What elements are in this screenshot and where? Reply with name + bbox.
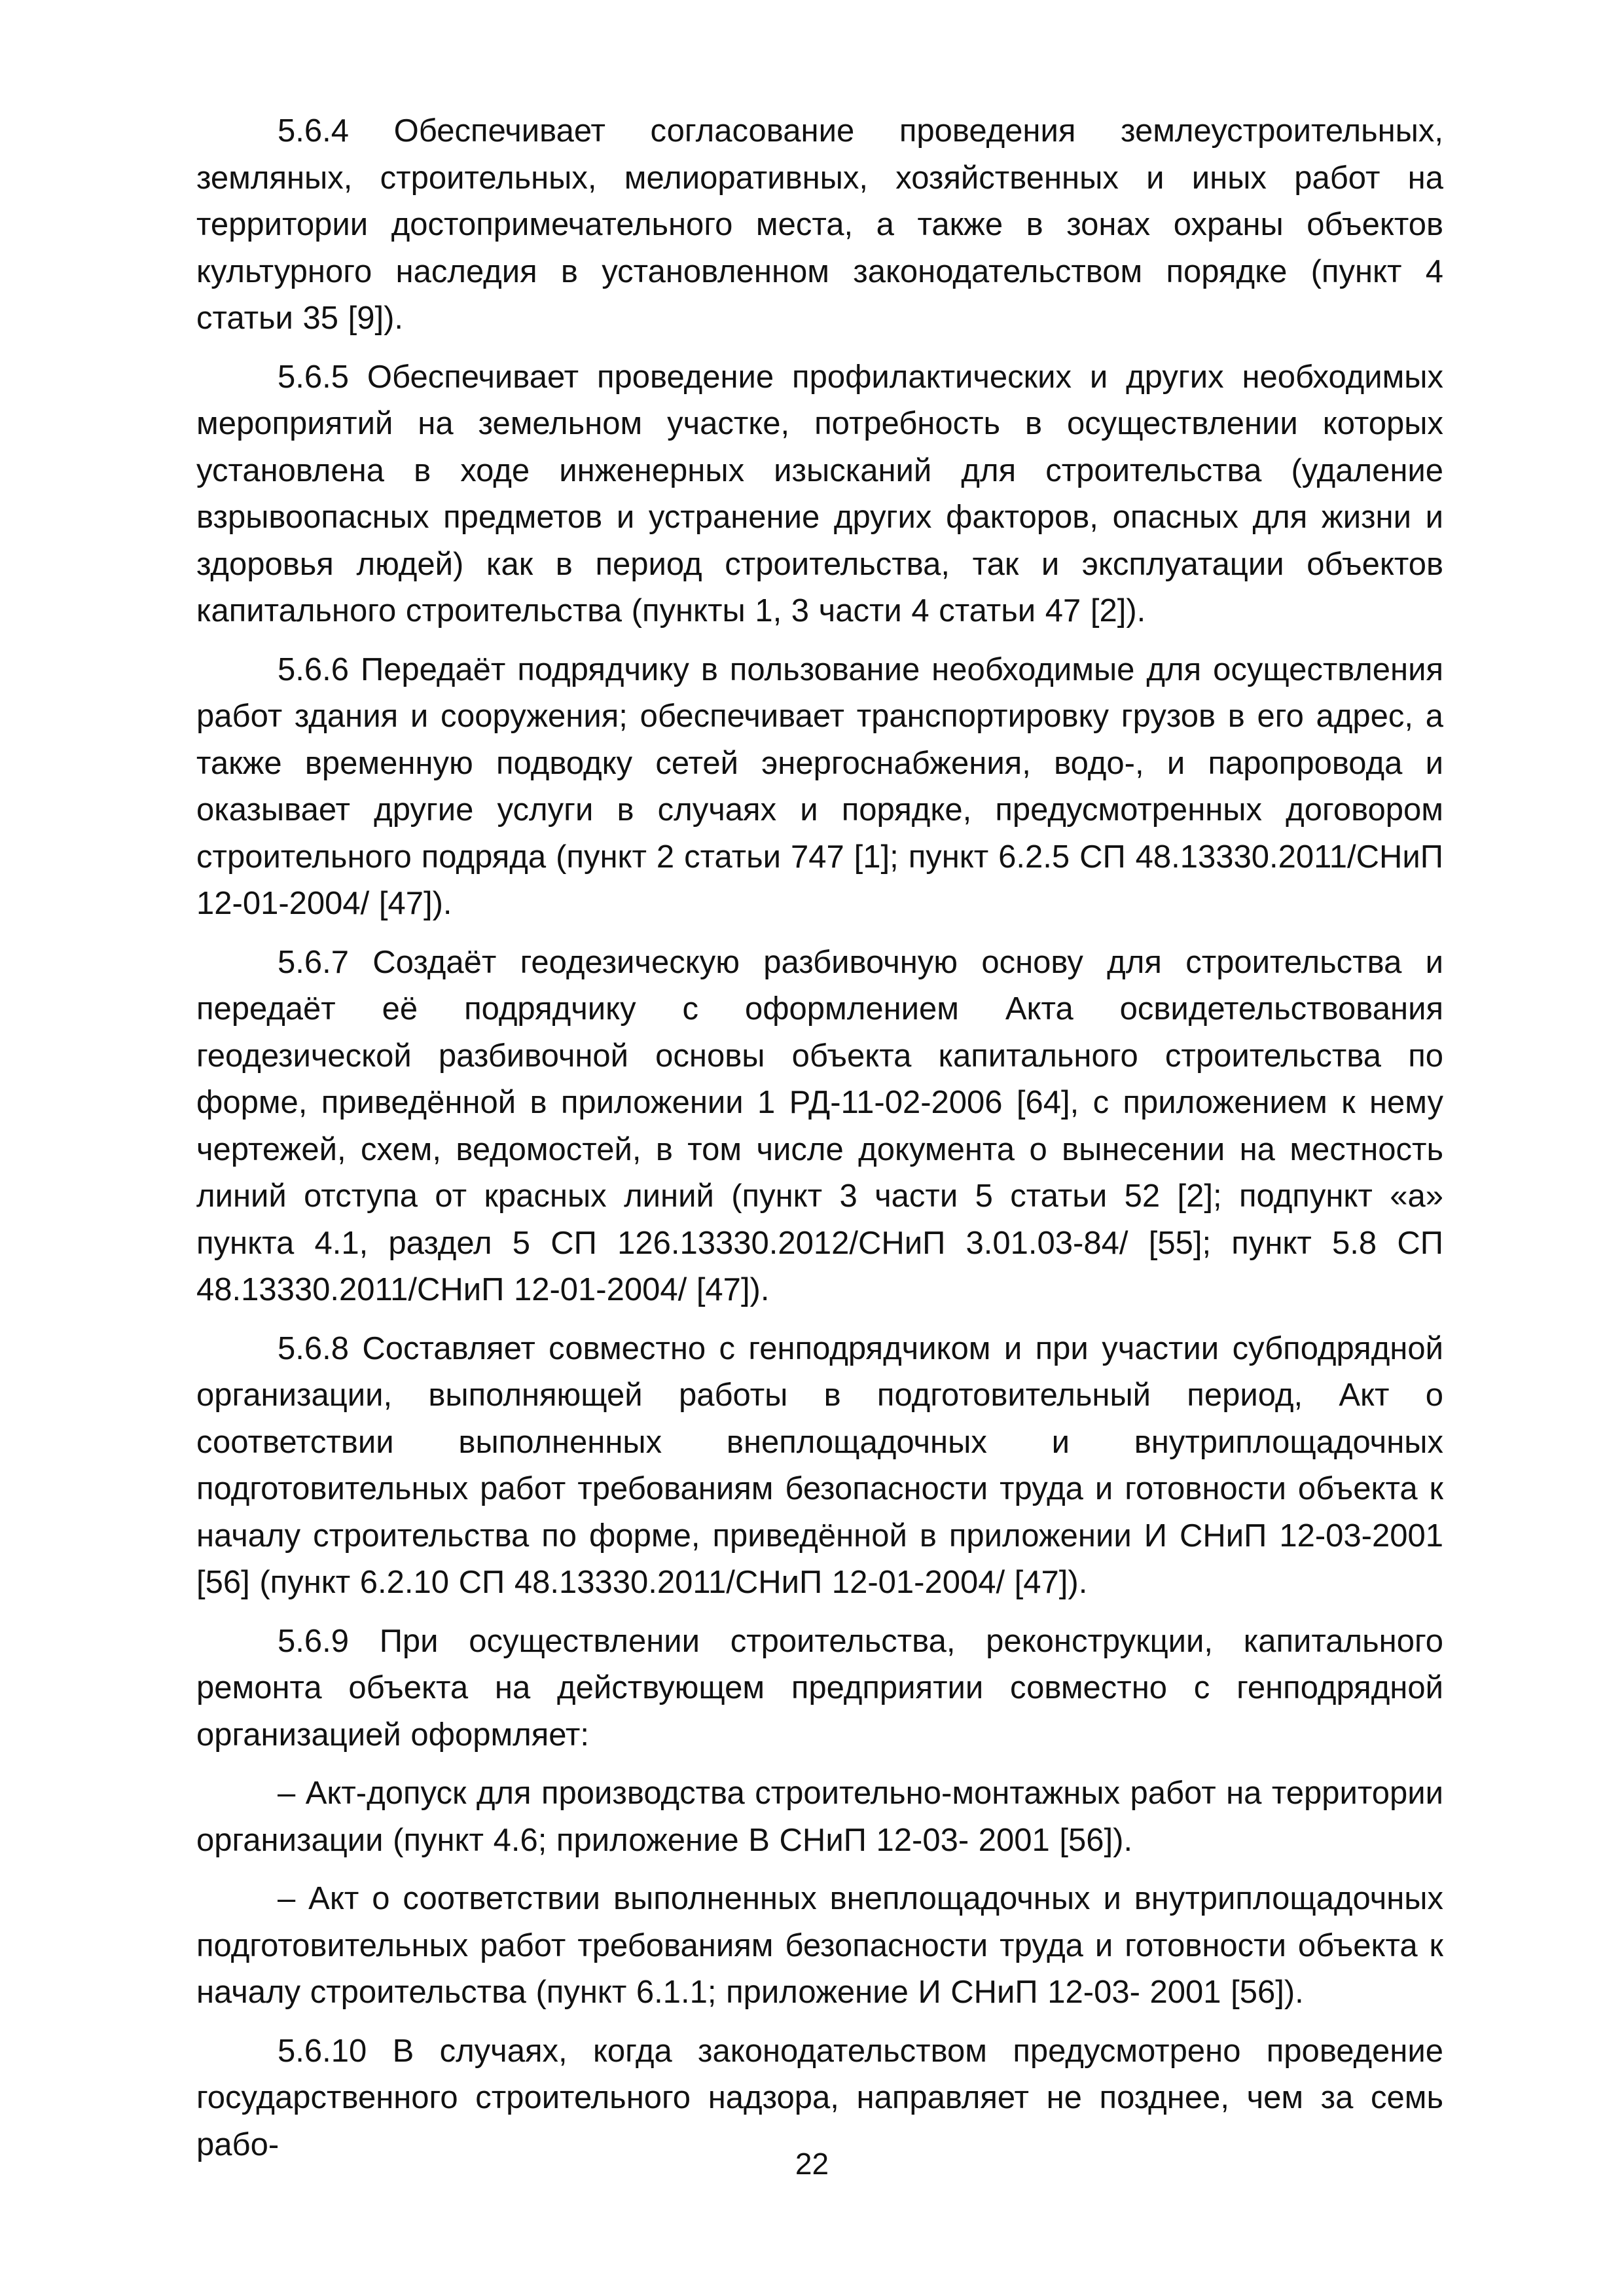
paragraph-5-6-10: 5.6.10 В случаях, когда законодательством предусмотрено проведение государственного строительного надзора, направляет не позднее, чем за семь рабо-: [196, 2033, 1443, 2162]
page-number: 22: [795, 2147, 829, 2181]
list-item-akt-dopusk: – Акт-допуск для производства строительно-монтажных работ на территории организации (пункт 4.6; приложение В СНиП 12-03- 2001 [56]).: [196, 1776, 1443, 1858]
list-item-akt-sootvetstvii: – Акт о соответствии выполненных внеплощадочных и внутриплощадочных подготовительных работ требованиям безопасности труда и готовности объекта к началу строительства (пункт 6.1.1; приложение И СНиП 12-03- 2001 [56]).: [196, 1881, 1443, 2010]
paragraph-5-6-7: 5.6.7 Создаёт геодезическую разбивочную основу для строительства и передаёт её подрядчику с оформлением Акта освидетельствования геодезической разбивочной основы объекта капитального строительства по форме, приведённой в приложении 1 РД-11-02-2006 [64], с приложением к нему чертежей, схем, ведомостей, в том числе документа о вынесении на местность линий отступа от красных линий (пункт 3 части 5 статьи 52 [2]; подпункт «а» пункта 4.1, раздел 5 СП 126.13330.2012/СНиП 3.01.03-84/ [55]; пункт 5.8 СП 48.13330.2011/СНиП 12-01-2004/ [47]).: [196, 944, 1443, 1307]
paragraph-5-6-8: 5.6.8 Составляет совместно с генподрядчиком и при участии субподрядной организации, выполняющей работы в подготовительный период, Акт о соответствии выполненных внеплощадочных и внутриплощадочных подготовительных работ требованиям безопасности труда и готовности объекта к началу строительства по форме, приведённой в приложении И СНиП 12-03-2001 [56] (пункт 6.2.10 СП 48.13330.2011/СНиП 12-01-2004/ [47]).: [196, 1330, 1443, 1600]
paragraph-5-6-5: 5.6.5 Обеспечивает проведение профилактических и других необходимых мероприятий на земельном участке, потребность в осуществлении которых установлена в ходе инженерных изысканий для строительства (удаление взрывоопасных предметов и устранение других факторов, опасных для жизни и здоровья людей) как в период строительства, так и эксплуатации объектов капитального строительства (пункты 1, 3 части 4 статьи 47 [2]).: [196, 359, 1443, 629]
paragraph-5-6-9: 5.6.9 При осуществлении строительства, реконструкции, капитального ремонта объекта на действующем предприятии совместно с генподрядной организацией оформляет:: [196, 1623, 1443, 1753]
body-text: [196, 108, 1443, 2180]
paragraph-5-6-6: 5.6.6 Передаёт подрядчику в пользование необходимые для осуществления работ здания и сооружения; обеспечивает транспортировку грузов в его адрес, а также временную подводку сетей энергоснабжения, водо-, и паропровода и оказывает другие услуги в случаях и порядке, предусмотренных договором строительного подряда (пункт 2 статьи 747 [1]; пункт 6.2.5 СП 48.13330.2011/СНиП 12-01-2004/ [47]).: [196, 651, 1443, 921]
paragraph-5-6-4: 5.6.4 Обеспечивает согласование проведения землеустроительных, земляных, строительных, мелиоративных, хозяйственных и иных работ на территории достопримечательного места, а также в зонах охраны объектов культурного наследия в установленном законодательством порядке (пункт 4 статьи 35 [9]).: [196, 113, 1443, 336]
